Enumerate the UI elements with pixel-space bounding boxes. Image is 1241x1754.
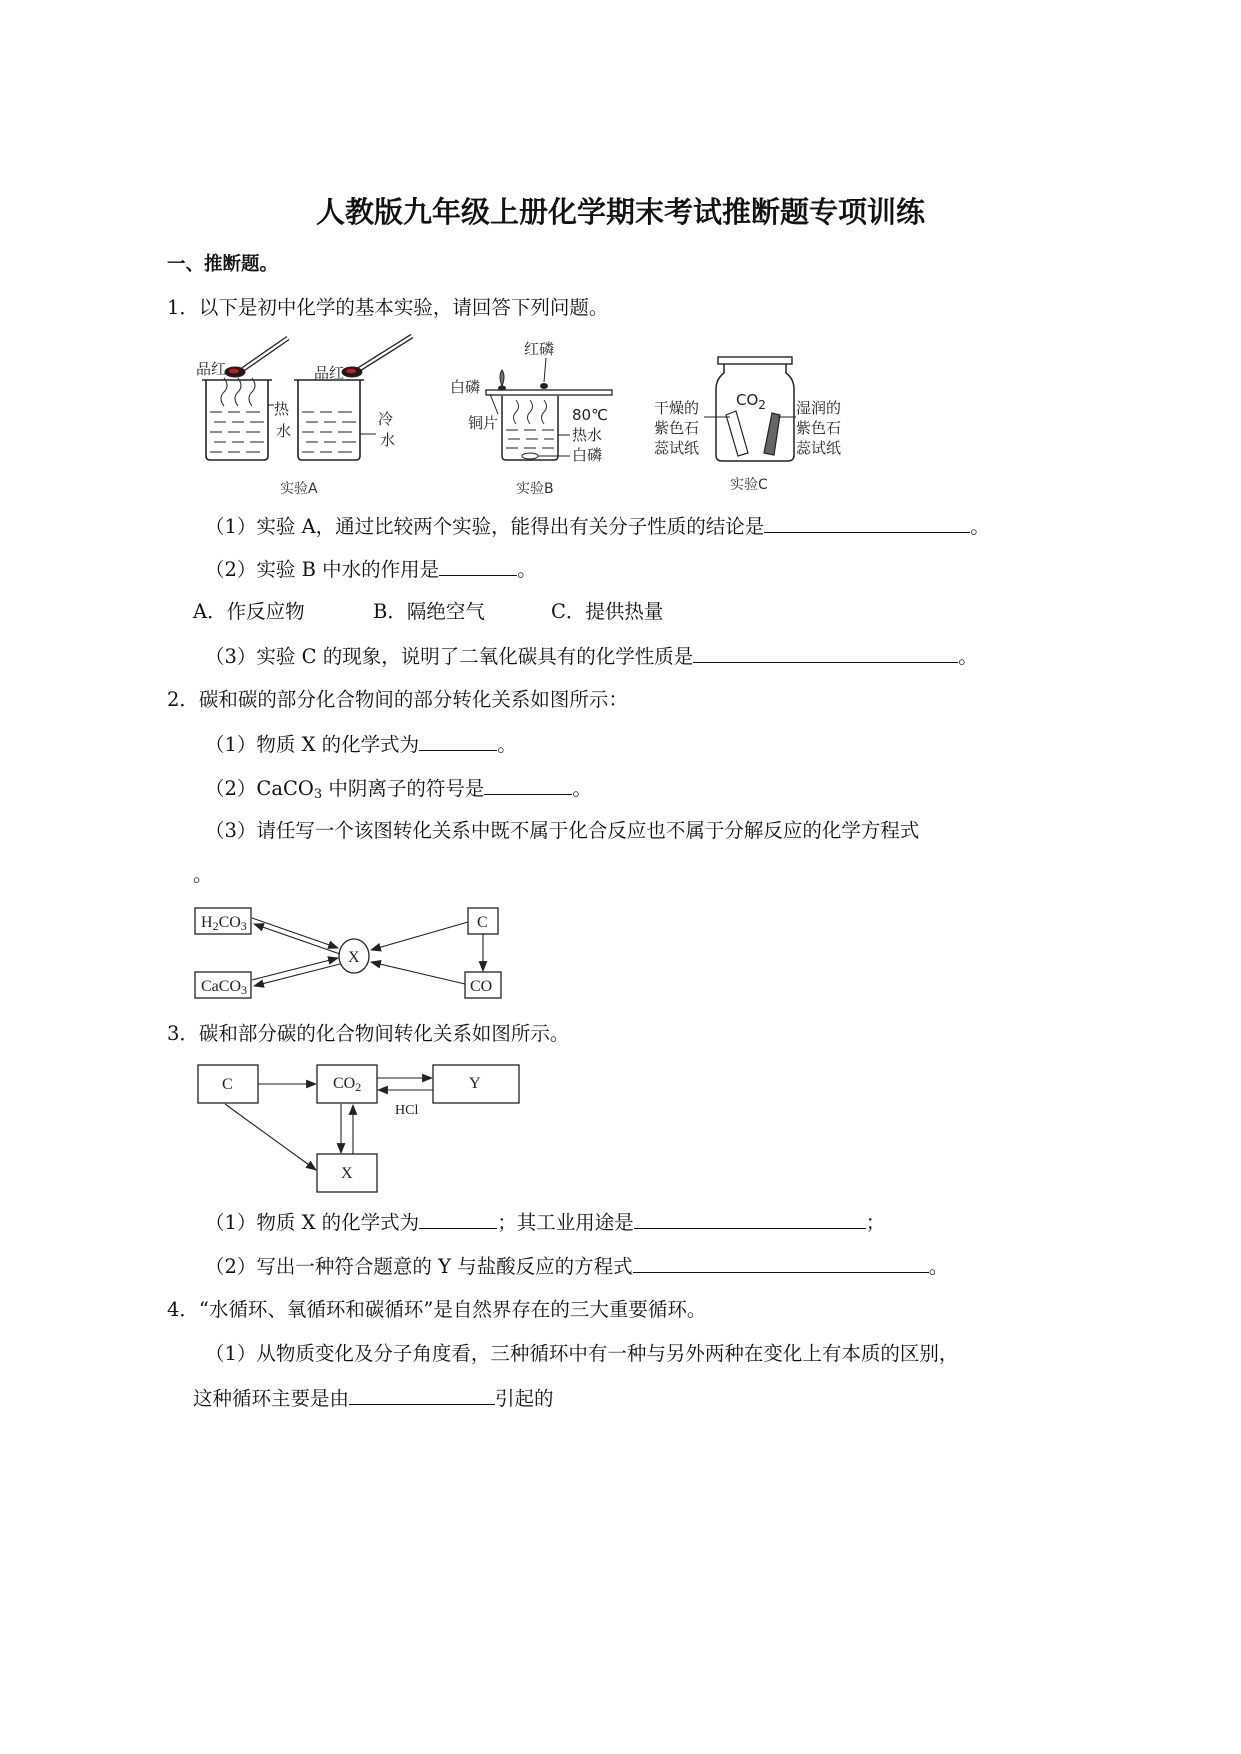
answer-blank[interactable]: [419, 731, 497, 751]
dry-paper-label-2: 紫色石: [654, 419, 700, 437]
question-2-stem: 2．碳和碳的部分化合物间的部分转化关系如图所示：: [167, 688, 628, 711]
node-c-label: C: [477, 914, 488, 931]
experiment-a-caption: 实验A: [280, 481, 318, 497]
node-x-label: X: [341, 1165, 353, 1182]
dye-label-1: 品红: [196, 360, 227, 378]
cold-water-beaker: [294, 380, 364, 460]
spoon-icon: [225, 338, 288, 377]
node-caco3-label: CaCO3: [201, 978, 247, 997]
dry-paper-label-1: 干燥的: [654, 399, 700, 417]
arrow-c-to-x: [225, 1104, 316, 1170]
q1-option-b: B．隔绝空气: [373, 600, 485, 623]
q1-part-1: （1）实验 A，通过比较两个实验，能得出有关分子性质的结论是 。: [205, 515, 990, 538]
cold-water-label-2: 水: [380, 431, 396, 449]
question-3-stem: 3．碳和部分碳的化合物间转化关系如图所示。: [167, 1022, 570, 1045]
white-phosphorus-top-label: 白磷: [450, 378, 481, 396]
q2-relation-diagram: [190, 900, 510, 1005]
hot-water-beaker: [202, 378, 272, 460]
page-title: 人教版九年级上册化学期末考试推断题专项训练: [315, 195, 925, 229]
wet-paper-label-3: 蕊试纸: [796, 439, 842, 457]
wet-litmus-paper: [764, 413, 780, 455]
hot-water-label-2: 水: [276, 422, 292, 440]
experiment-b-figure: [446, 340, 636, 500]
answer-blank[interactable]: [349, 1385, 495, 1405]
node-x-label: X: [348, 949, 360, 966]
q1-part-2: （2）实验 B 中水的作用是 。: [205, 558, 537, 581]
answer-blank[interactable]: [764, 513, 970, 533]
red-phosphorus-label: 红磷: [524, 340, 555, 358]
arrow-co-to-x: [371, 962, 465, 984]
experiment-c-caption: 实验C: [730, 477, 768, 493]
answer-blank[interactable]: [633, 1253, 929, 1273]
answer-blank[interactable]: [439, 556, 517, 576]
q1-option-a: A．作反应物: [193, 600, 305, 623]
co2-label: $CO_2$: [736, 391, 766, 412]
q2-part-3-end: 。: [193, 863, 213, 886]
spoon-icon: [342, 336, 412, 377]
node-h2co3-label: H2CO3: [201, 914, 247, 933]
arrow-x-to-h2co3: [254, 924, 340, 954]
node-y-label: Y: [469, 1075, 481, 1092]
wet-paper-label-1: 湿润的: [796, 399, 842, 417]
answer-blank[interactable]: [484, 775, 572, 795]
q2-part-2: （2）CaCO3 中阴离子的符号是 。: [205, 777, 592, 802]
arrow-x-to-caco3: [254, 964, 340, 986]
answer-blank[interactable]: [634, 1209, 866, 1229]
q2-part-3: （3）请任写一个该图转化关系中既不属于化合反应也不属于分解反应的化学方程式: [205, 819, 920, 842]
q3-part-2: （2）写出一种符合题意的 Y 与盐酸反应的方程式 。: [205, 1255, 949, 1278]
white-phosphorus-bottom-label: 白磷: [572, 446, 603, 464]
node-co2-label: CO2: [333, 1075, 362, 1094]
experiment-b-caption: 实验B: [516, 481, 554, 497]
temperature-label: 80℃: [572, 406, 608, 424]
dry-paper-label-3: 蕊试纸: [654, 439, 700, 457]
q3-part-1: （1）物质 X 的化学式为 ；其工业用途是 ；: [205, 1211, 886, 1234]
wet-paper-label-2: 紫色石: [796, 419, 842, 437]
dry-litmus-paper: [726, 411, 748, 456]
question-1-stem: 1．以下是初中化学的基本实验，请回答下列问题。: [167, 296, 609, 319]
question-4-stem: 4．“水循环、氧循环和碳循环”是自然界存在的三大重要循环。: [167, 1298, 707, 1321]
copper-sheet-label: 铜片: [468, 414, 499, 432]
q1-option-c: C．提供热量: [551, 600, 664, 623]
section-heading: 一、推断题。: [167, 254, 279, 275]
q4-part-1-cont: 这种循环主要是由 引起的: [193, 1387, 554, 1410]
hot-water-label-1: 热: [274, 400, 290, 418]
node-c-label: C: [222, 1076, 233, 1093]
answer-blank[interactable]: [693, 643, 958, 663]
dye-label-2: 品红: [314, 364, 345, 382]
experiment-c-figure: [650, 355, 860, 500]
cold-water-label-1: 冷: [378, 410, 394, 428]
hcl-label: HCl: [395, 1103, 419, 1118]
arrow-caco3-to-x: [252, 958, 338, 980]
q4-part-1: （1）从物质变化及分子角度看，三种循环中有一种与另外两种在变化上有本质的区别，: [205, 1342, 959, 1365]
q2-part-1: （1）物质 X 的化学式为 。: [205, 733, 517, 756]
experiment-a-figure: [190, 330, 420, 500]
hot-water-label: 热水: [572, 426, 603, 444]
q3-relation-diagram: [195, 1062, 530, 1200]
arrow-c-to-x: [371, 922, 468, 950]
q1-part-3: （3）实验 C 的现象，说明了二氧化碳具有的化学性质是 。: [205, 645, 978, 668]
node-co-label: CO: [470, 978, 493, 995]
gas-jar: [716, 364, 794, 461]
copper-sheet: [486, 390, 612, 395]
arrow-h2co3-to-x: [252, 918, 338, 948]
answer-blank[interactable]: [419, 1209, 497, 1229]
